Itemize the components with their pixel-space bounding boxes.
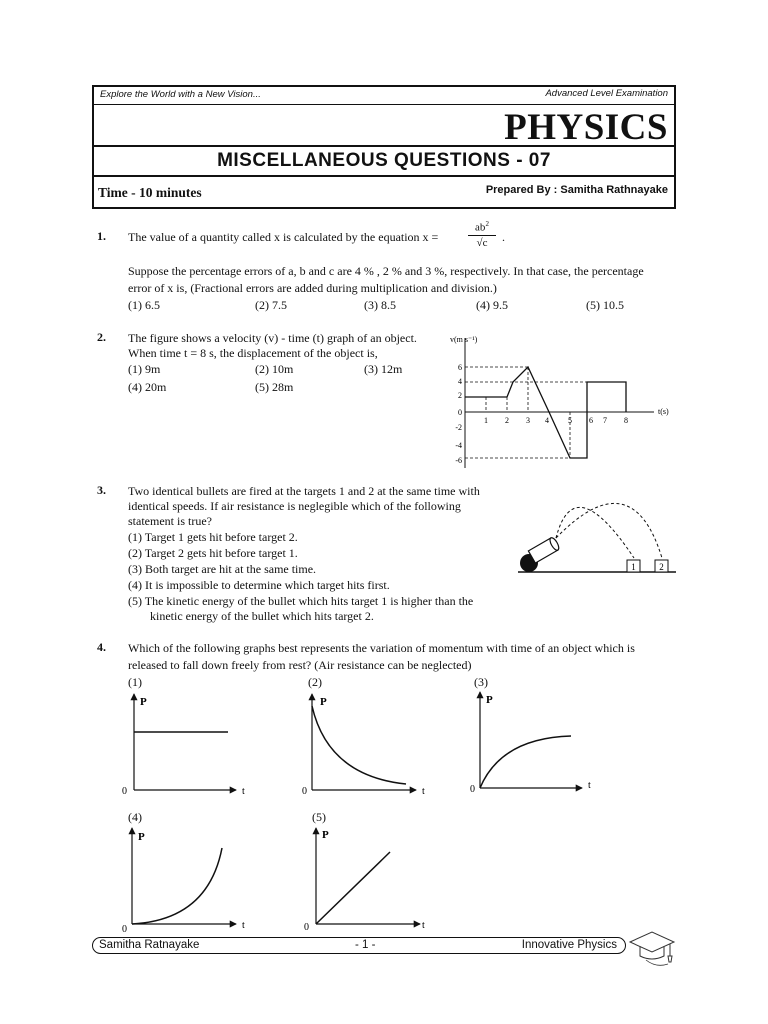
momentum-graphs: [116, 688, 676, 934]
graph-label-5: (5): [312, 810, 326, 824]
x-tick: 6: [589, 416, 593, 425]
exam-header: [92, 85, 676, 209]
option-5: (5) 28m: [255, 380, 294, 394]
exponential-curve: [132, 848, 222, 924]
question-number: 1.: [97, 229, 106, 243]
x-tick: 5: [568, 416, 572, 425]
option-4: (4) 9.5: [476, 298, 508, 312]
p-label: P: [320, 696, 327, 708]
target-1-label: 1: [631, 562, 636, 572]
tagline: Explore the World with a New Vision...: [100, 89, 261, 100]
graph-label-3: (3): [474, 675, 488, 689]
trajectory-1: [556, 507, 634, 558]
option-1: (1) 9m: [128, 362, 161, 376]
t-axis-label: t(s): [658, 407, 669, 416]
header-top-bar: [94, 87, 674, 105]
origin-label: 0: [470, 784, 475, 795]
linear-line: [316, 852, 390, 924]
y-tick: 2: [458, 391, 462, 400]
origin-label: 0: [122, 786, 127, 797]
option-2: (2) Target 2 gets hit before target 1.: [128, 546, 298, 560]
option-5-continued: kinetic energy of the bullet which hits target 2.: [150, 609, 374, 623]
question-number: 2.: [97, 330, 106, 344]
fraction-bar: [468, 235, 496, 236]
saturation-curve: [480, 736, 571, 788]
question-number: 4.: [97, 640, 106, 654]
subject-title: PHYSICS: [504, 107, 668, 148]
option-5: (5) The kinetic energy of the bullet which hits target 1 is higher than the: [128, 594, 474, 608]
x-tick: 8: [624, 416, 628, 425]
option-4: (4) 20m: [128, 380, 167, 394]
question-text: The value of a quantity called x is calculated by the equation x =: [128, 230, 439, 244]
question-text: error of x is, (Fractional errors are added during multiplication and division.): [128, 281, 497, 295]
cannon-barrel: [528, 536, 560, 563]
question-text: identical speeds. If air resistance is neglegible which of the following: [128, 499, 461, 513]
x-tick: 4: [545, 416, 549, 425]
option-5: (5) 10.5: [586, 298, 624, 312]
t-label: t: [588, 780, 591, 791]
option-1: (1) 6.5: [128, 298, 160, 312]
graph-2: [302, 694, 425, 797]
graph-label-1: (1): [128, 675, 142, 689]
y-tick: 4: [458, 377, 462, 386]
velocity-time-graph: [444, 330, 674, 472]
y-tick: -4: [455, 441, 462, 450]
graph-label-2: (2): [308, 675, 322, 689]
y-tick: 6: [458, 363, 462, 372]
prepared-by: Prepared By : Samitha Rathnayake: [485, 184, 668, 196]
p-label: P: [322, 829, 329, 841]
t-label: t: [242, 786, 245, 797]
question-number: 3.: [97, 483, 106, 497]
question-text: Which of the following graphs best represents the variation of momentum with time of an object which is: [128, 641, 635, 655]
graph-1: [122, 694, 245, 797]
graph-label-4: (4): [128, 810, 142, 824]
t-label: t: [422, 786, 425, 797]
question-text: The figure shows a velocity (v) - time (t) graph of an object.: [128, 331, 417, 345]
graduation-cap-icon: [626, 926, 678, 970]
p-label: P: [140, 696, 147, 708]
question-text: released to fall down freely from rest? (Air resistance can be neglected): [128, 658, 472, 672]
page-footer: [92, 937, 626, 954]
x-tick: 3: [526, 416, 530, 425]
option-3: (3) 12m: [364, 362, 403, 376]
t-label: t: [242, 920, 245, 931]
decay-curve: [312, 706, 406, 784]
x-tick: 7: [603, 416, 607, 425]
question-text: statement is true?: [128, 514, 212, 528]
equation-denominator: √c: [476, 237, 488, 249]
origin-label: 0: [304, 922, 309, 933]
option-1: (1) Target 1 gets hit before target 2.: [128, 530, 298, 544]
y-tick: -6: [455, 456, 462, 465]
page-number: - 1 -: [355, 939, 376, 951]
graph-3: [470, 692, 591, 795]
equation-numerator: $ab^2$: [475, 220, 489, 234]
section-title: MISCELLANEOUS QUESTIONS - 07: [94, 145, 674, 177]
v-axis-label: v(m s⁻¹): [450, 335, 478, 344]
y-tick: -2: [455, 423, 462, 432]
origin-label: 0: [302, 786, 307, 797]
target-2-label: 2: [659, 562, 664, 572]
question-text: Suppose the percentage errors of a, b and c are 4 % , 2 % and 3 %, respectively. In that case, the percentage: [128, 264, 644, 278]
option-3: (3) Both target are hit at the same time.: [128, 562, 317, 576]
question-text: Two identical bullets are fired at the targets 1 and 2 at the same time with: [128, 484, 480, 498]
option-4: (4) It is impossible to determine which target hits first.: [128, 578, 390, 592]
footer-author: Samitha Ratnayake: [99, 939, 200, 951]
p-label: P: [138, 831, 145, 843]
footer-brand: Innovative Physics: [521, 939, 617, 951]
option-2: (2) 10m: [255, 362, 294, 376]
option-2: (2) 7.5: [255, 298, 287, 312]
p-label: P: [486, 694, 493, 706]
graph-5: [304, 828, 425, 933]
graph-4: [122, 828, 245, 934]
option-3: (3) 8.5: [364, 298, 396, 312]
t-label: t: [422, 920, 425, 931]
projectile-diagram: [512, 480, 678, 580]
trajectory-2: [556, 503, 662, 558]
exam-level: Advanced Level Examination: [545, 88, 668, 99]
time-limit: Time - 10 minutes: [98, 185, 202, 200]
x-tick: 2: [505, 416, 509, 425]
x-tick: 1: [484, 416, 488, 425]
question-text: When time t = 8 s, the displacement of the object is,: [128, 346, 378, 360]
origin-label: 0: [122, 924, 127, 934]
y-tick: 0: [458, 408, 462, 417]
equation-period: .: [502, 230, 505, 244]
